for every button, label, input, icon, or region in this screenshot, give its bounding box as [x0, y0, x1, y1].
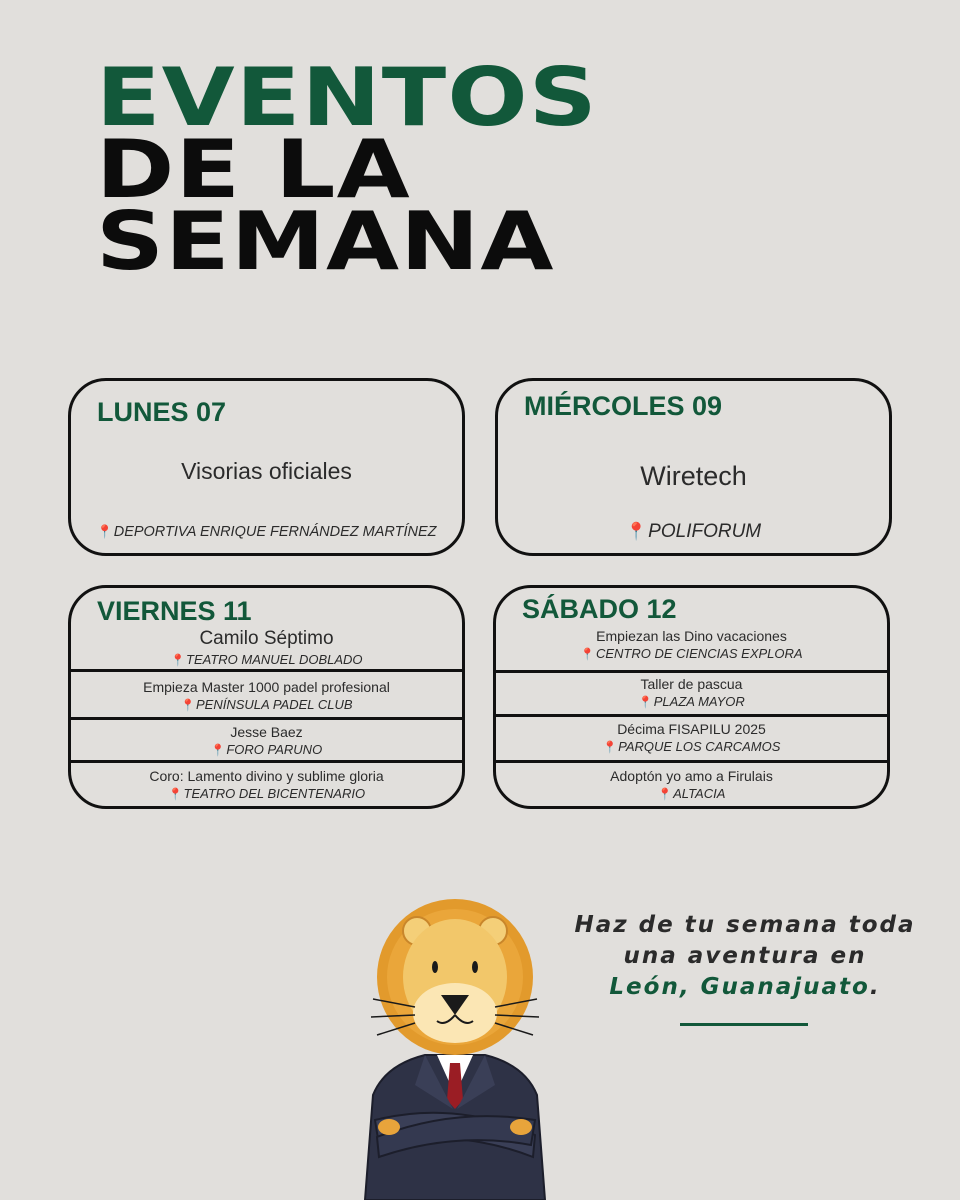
- divider: [496, 670, 887, 673]
- map-pin-icon: 📍: [210, 744, 226, 757]
- location-text: TEATRO MANUEL DOBLADO: [186, 652, 363, 667]
- map-pin-icon: 📍: [657, 788, 673, 801]
- map-pin-icon: 📍: [96, 524, 113, 539]
- event-location: [496, 739, 887, 754]
- divider: [496, 760, 887, 763]
- day-label-lunes: LUNES 07: [97, 397, 227, 427]
- event-location: [71, 652, 462, 667]
- location-text: DEPORTIVA ENRIQUE FERNÁNDEZ MARTÍNEZ: [113, 524, 437, 540]
- lion-mascot-illustration: [345, 895, 565, 1200]
- divider: [496, 714, 887, 717]
- map-pin-icon: 📍: [638, 696, 653, 709]
- slogan: [560, 910, 930, 1003]
- accent-underline: [680, 1023, 808, 1026]
- event-name: Empieza Master 1000 padel profesional: [143, 679, 390, 695]
- location-text: ALTACIA: [673, 786, 726, 801]
- location-text: TEATRO DEL BICENTENARIO: [183, 786, 366, 801]
- card-miercoles: [495, 378, 892, 556]
- page-title: [96, 51, 598, 288]
- slogan-line-2: una aventura en: [623, 943, 867, 969]
- event-name: Coro: Lamento divino y sublime gloria: [149, 768, 384, 784]
- location-text: PENÍNSULA PADEL CLUB: [196, 697, 353, 712]
- event-name: Adoptón yo amo a Firulais: [610, 768, 773, 784]
- divider: [71, 717, 462, 720]
- map-pin-icon: 📍: [602, 741, 618, 754]
- divider: [71, 669, 462, 672]
- event-location: [498, 521, 889, 543]
- location-text: FORO PARUNO: [226, 742, 323, 757]
- event-location: [496, 694, 887, 709]
- event-name: Camilo Séptimo: [199, 628, 334, 649]
- map-pin-icon: 📍: [625, 522, 648, 541]
- location-text: POLIFORUM: [648, 521, 762, 542]
- list-item: [71, 628, 462, 667]
- event-name: Wiretech: [640, 461, 747, 491]
- list-item: [71, 768, 462, 801]
- divider: [71, 760, 462, 763]
- map-pin-icon: 📍: [170, 654, 186, 667]
- event-location: [71, 524, 462, 540]
- slogan-line-1: Haz de tu semana toda: [574, 912, 916, 938]
- list-item: [496, 768, 887, 801]
- map-pin-icon: 📍: [580, 648, 595, 661]
- event-name: Jesse Baez: [230, 724, 303, 740]
- event-location: [71, 697, 462, 712]
- list-item: [496, 628, 887, 661]
- list-item: [496, 721, 887, 754]
- event-name: Empiezan las Dino vacaciones: [596, 628, 787, 644]
- map-pin-icon: 📍: [180, 699, 195, 712]
- map-pin-icon: 📍: [167, 788, 183, 801]
- day-label-sabado: SÁBADO 12: [522, 594, 677, 624]
- event-name: Décima FISAPILU 2025: [617, 721, 766, 737]
- event-location: [71, 742, 462, 757]
- slogan-city: León, Guanajuato: [609, 974, 870, 1000]
- slogan-end: .: [869, 974, 881, 1000]
- list-item: [71, 679, 462, 712]
- card-lunes: [68, 378, 465, 556]
- event-name: Visorias oficiales: [181, 458, 352, 484]
- list-item: [496, 676, 887, 709]
- event-location: [496, 646, 887, 661]
- title-line-1: EVENTOS: [96, 51, 598, 144]
- card-sabado: [493, 585, 890, 809]
- day-label-miercoles: MIÉRCOLES 09: [524, 391, 723, 421]
- location-text: PLAZA MAYOR: [653, 694, 745, 709]
- location-text: PARQUE LOS CARCAMOS: [618, 739, 781, 754]
- title-line-2: DE LA: [96, 123, 411, 216]
- event-location: [71, 786, 462, 801]
- card-viernes: [68, 585, 465, 809]
- event-name: Taller de pascua: [640, 676, 743, 692]
- list-item: [71, 724, 462, 757]
- location-text: CENTRO DE CIENCIAS EXPLORA: [595, 646, 803, 661]
- event-location: [496, 786, 887, 801]
- title-line-3: SEMANA: [96, 195, 555, 288]
- day-label-viernes: VIERNES 11: [97, 596, 252, 626]
